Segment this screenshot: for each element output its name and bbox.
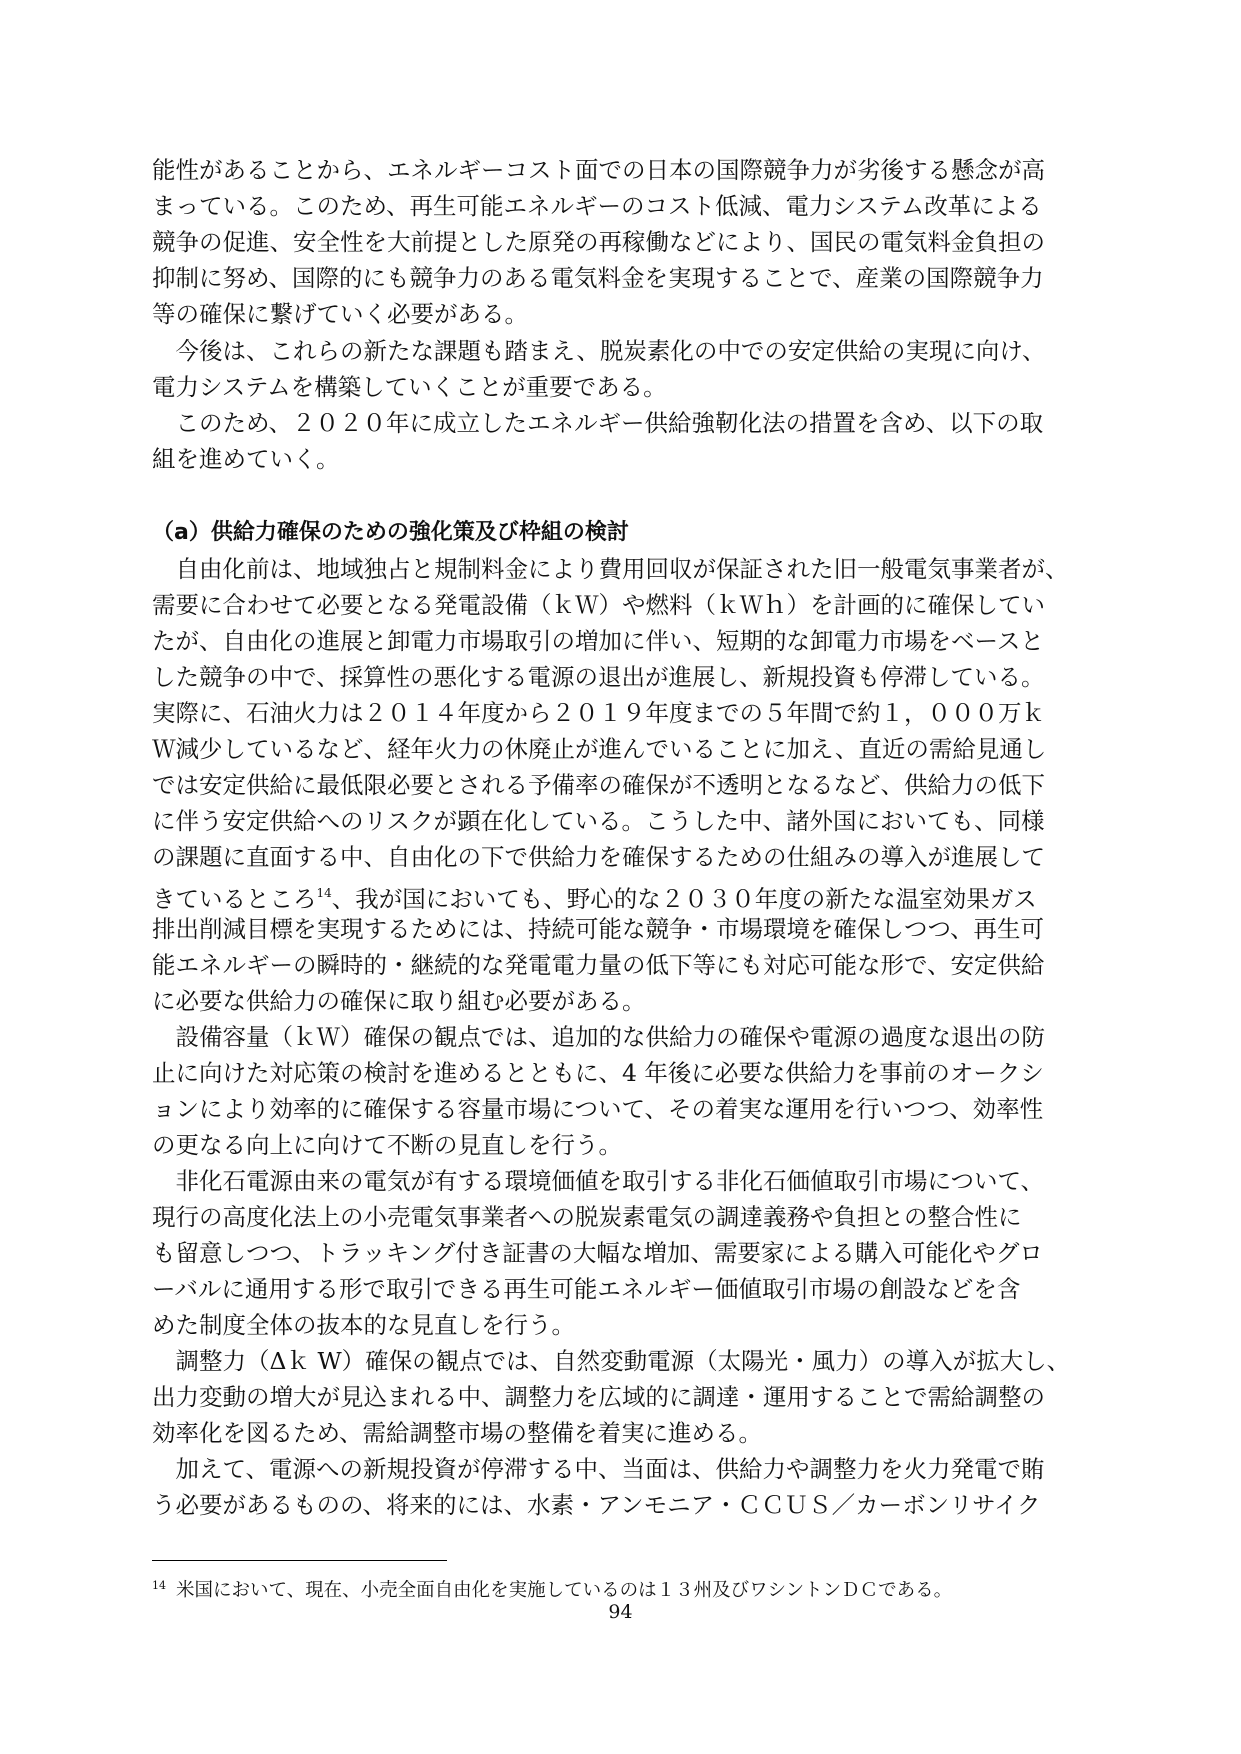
footnote-text: 米国において、現在、小売全面自由化を実施しているのは１３州及びワシントンＤＣである。 bbox=[176, 1580, 953, 1601]
body-line: 効率化を図るため、需給調整市場の整備を着実に進める。 bbox=[152, 1419, 763, 1447]
body-line: 抑制に努め、国際的にも競争力のある電気料金を実現することで、産業の国際競争力 bbox=[152, 264, 1044, 292]
body-line: の課題に直面する中、自由化の下で供給力を確保するための仕組みの導入が進展して bbox=[152, 843, 1045, 871]
footnote-divider bbox=[152, 1560, 447, 1561]
body-text: 、我が国においても、野心的な２０３０年度の新たな温室効果ガス bbox=[331, 885, 1037, 913]
body-text: きているところ bbox=[152, 885, 317, 913]
body-line: 電力システムを構築していくことが重要である。 bbox=[152, 373, 667, 401]
body-line: 非化石電源由来の電気が有する環境価値を取引する非化石価値取引市場について、 bbox=[152, 1167, 1045, 1195]
page-number: 94 bbox=[608, 1601, 633, 1623]
body-line: 止に向けた対応策の検討を進めるとともに、4 年後に必要な供給力を事前のオークシ bbox=[152, 1059, 1044, 1087]
body-line: 能エネルギーの瞬時的・継続的な発電電力量の低下等にも対応可能な形で、安定供給 bbox=[152, 951, 1045, 979]
body-line: に必要な供給力の確保に取り組む必要がある。 bbox=[152, 987, 646, 1015]
footnote-reference[interactable]: 14 bbox=[316, 886, 332, 900]
body-line: このため、２０２０年に成立したエネルギー供給強靭化法の措置を含め、以下の取 bbox=[152, 409, 1044, 437]
body-line: 組を進めていく。 bbox=[152, 445, 340, 473]
body-line: まっている。このため、再生可能エネルギーのコスト低減、電力システム改革による bbox=[152, 192, 1042, 220]
body-line: 競争の促進、安全性を大前提とした原発の再稼働などにより、国民の電気料金負担の bbox=[152, 228, 1045, 256]
body-line: 設備容量（ｋＷ）確保の観点では、追加的な供給力の確保や電源の過度な退出の防 bbox=[152, 1023, 1045, 1051]
body-line: 今後は、これらの新たな課題も踏まえ、脱炭素化の中での安定供給の実現に向け、 bbox=[152, 337, 1046, 365]
body-line: 需要に合わせて必要となる発電設備（ｋＷ）や燃料（ｋＷｈ）を計画的に確保してい bbox=[152, 591, 1045, 619]
body-line: 調整力（Δｋ W）確保の観点では、自然変動電源（太陽光・風力）の導入が拡大し、 bbox=[152, 1347, 1071, 1375]
body-line: 加えて、電源への新規投資が停滞する中、当面は、供給力や調整力を火力発電で賄 bbox=[152, 1455, 1045, 1483]
body-line: に伴う安定供給へのリスクが顕在化している。こうした中、諸外国においても、同様 bbox=[152, 807, 1045, 835]
footnote-number: 14 bbox=[152, 1579, 166, 1592]
body-line: 現行の高度化法上の小売電気事業者への脱炭素電気の調達義務や負担との整合性に bbox=[152, 1203, 1022, 1231]
body-line: ョンにより効率的に確保する容量市場について、その着実な運用を行いつつ、効率性 bbox=[152, 1095, 1044, 1123]
body-line: の更なる向上に向けて不断の見直しを行う。 bbox=[152, 1131, 622, 1159]
body-line: Ｗ減少しているなど、経年火力の休廃止が進んでいることに加え、直近の需給見通し bbox=[152, 735, 1047, 763]
section-heading: （a）供給力確保のための強化策及び枠組の検討 bbox=[152, 520, 629, 545]
body-line: 能性があることから、エネルギーコスト面での日本の国際競争力が劣後する懸念が高 bbox=[152, 156, 1045, 184]
body-line: 等の確保に繋げていく必要がある。 bbox=[152, 300, 528, 328]
body-line: 排出削減目標を実現するためには、持続可能な競争・市場環境を確保しつつ、再生可 bbox=[152, 915, 1045, 943]
body-line: では安定供給に最低限必要とされる予備率の確保が不透明となるなど、供給力の低下 bbox=[152, 771, 1045, 799]
body-line: 実際に、石油火力は２０１４年度から２０１９年度までの５年間で約１，０００万ｋ bbox=[152, 699, 1045, 727]
body-line: 出力変動の増大が見込まれる中、調整力を広域的に調達・運用することで需給調整の bbox=[152, 1383, 1045, 1411]
body-line: ーバルに通用する形で取引できる再生可能エネルギー価値取引市場の創設などを含 bbox=[152, 1275, 1021, 1303]
body-line: も留意しつつ、トラッキング付き証書の大幅な増加、需要家による購入可能化やグロ bbox=[152, 1239, 1043, 1267]
footnote bbox=[152, 1573, 952, 1604]
body-line: 自由化前は、地域独占と規制料金により費用回収が保証された旧一般電気事業者が、 bbox=[152, 555, 1069, 583]
body-line: めた制度全体の抜本的な見直しを行う。 bbox=[152, 1311, 575, 1339]
body-line: う必要があるものの、将来的には、水素・アンモニア・ＣＣＵＳ／カーボンリサイク bbox=[152, 1491, 1041, 1519]
body-line: した競争の中で、採算性の悪化する電源の退出が進展し、新規投資も停滞している。 bbox=[152, 663, 1045, 691]
body-line: たが、自由化の進展と卸電力市場取引の増加に伴い、短期的な卸電力市場をベースと bbox=[152, 627, 1044, 655]
